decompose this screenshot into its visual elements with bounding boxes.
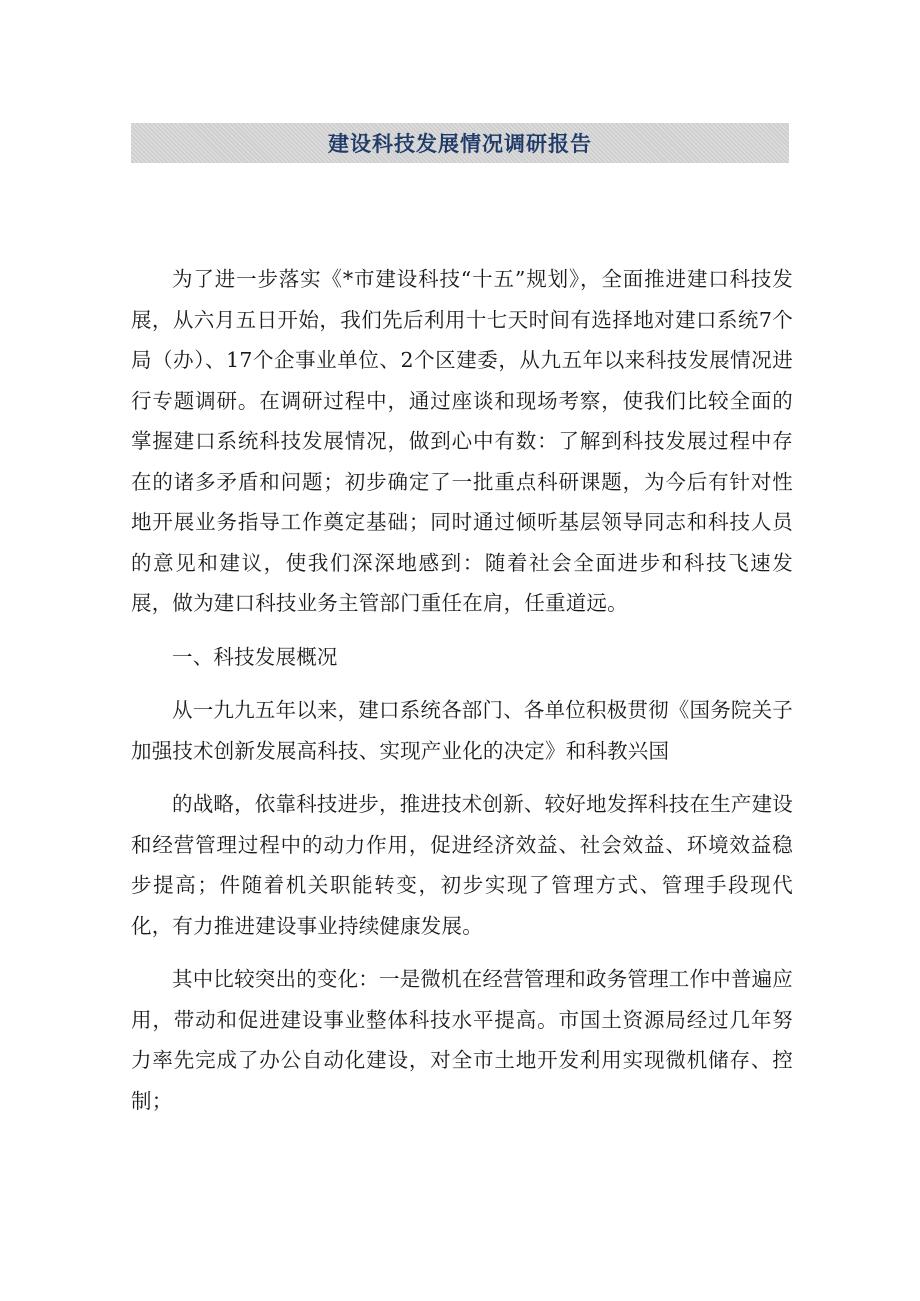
paragraph-overview-start: 从一九九五年以来，建口系统各部门、各单位积极贯彻《国务院关子加强技术创新发展高科技、实现产业化的决定》和科教兴国 [131, 698, 793, 763]
document-body [131, 259, 793, 1121]
title-banner [131, 123, 789, 163]
paragraph-changes: 其中比较突出的变化：一是微机在经营管理和政务管理工作中普遍应用，带动和促进建设事业整体科技水平提高。市国土资源局经过几年努力率先完成了办公自动化建设，对全市土地开发利用实现微机储存、控制； [131, 967, 793, 1113]
document-title: 建设科技发展情况调研报告 [328, 132, 592, 156]
paragraph-overview-strategy: 的战略，依靠科技进步，推进技术创新、较好地发挥科技在生产建设和经营管理过程中的动力作用，促进经济效益、社会效益、环境效益稳步提高；件随着机关职能转变，初步实现了管理方式、管理手段现代化，有力推进建设事业持续健康发展。 [131, 792, 793, 938]
section-heading-overview: 一、科技发展概况 [172, 644, 338, 669]
paragraph-intro: 为了进一步落实《*市建设科技“十五”规划》，全面推进建口科技发展，从六月五日开始，我们先后利用十七天时间有选择地对建口系统7个局（办）、17个企事业单位、2个区建委，从九五年以来科技发展情况进行专题调研。在调研过程中，通过座谈和现场考察，使我们比较全面的掌握建口系统科技发展情况，做到心中有数：了解到科技发展过程中存在的诸多矛盾和问题；初步确定了一批重点科研课题，为今后有针对性地开展业务指导工作奠定基础；同时通过倾听基层领导同志和科技人员的意见和建议，使我们深深地感到：随着社会全面进步和科技飞速发展，做为建口科技业务主管部门重任在肩，任重道远。 [131, 267, 793, 615]
